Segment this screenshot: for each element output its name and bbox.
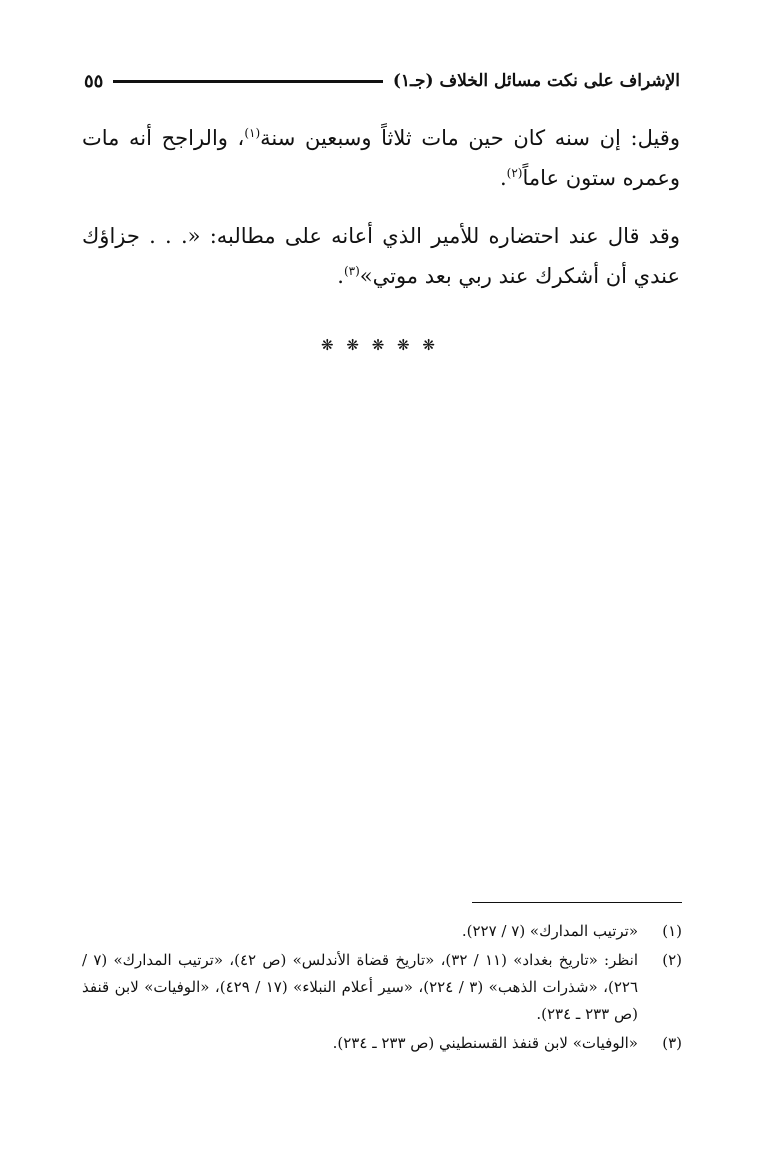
footnote-number: (١) — [662, 922, 682, 940]
footnote-text: «الوفيات» لابن قنفذ القسنطيني (ص ٢٣٣ ـ ٢٣٤). — [332, 1034, 638, 1052]
paragraph-2-end: . — [337, 264, 344, 288]
page-number: ٥٥ — [84, 70, 104, 92]
footnote-ref-1[interactable]: (١) — [244, 126, 261, 140]
footnote-text: انظر: «تاريخ بغداد» (١١ / ٣٢)، «تاريخ قضاة الأندلس» (ص ٤٢)، «ترتيب المدارك» (٧ / ٢٢٦)، «شذرات الذهب» (٣ / ٢٢٤)، «سير أعلام النبلاء» (١٧ / ٤٢٩)، «الوفيات» لابن قنفذ (ص ٢٣٣ ـ ٢٣٤). — [82, 951, 639, 1023]
paragraph-2 — [82, 216, 680, 296]
footnote — [82, 947, 682, 1028]
footnote-text: «ترتيب المدارك» (٧ / ٢٢٧). — [461, 922, 638, 940]
footnotes — [82, 918, 682, 1059]
running-title: الإشراف على نكت مسائل الخلاف (جـ١) — [392, 71, 680, 91]
footnote-rule — [472, 902, 682, 903]
footnote — [82, 918, 682, 945]
footnote — [82, 1030, 682, 1057]
paragraph-1-text: وقيل: إن سنه كان حين مات ثلاثاً وسبعين سنة — [260, 126, 680, 150]
paragraph-1 — [82, 118, 680, 198]
footnote-ref-3[interactable]: (٣) — [343, 264, 360, 278]
footnote-ref-2[interactable]: (٢) — [506, 166, 523, 180]
section-separator: ❋ ❋ ❋ ❋ ❋ — [321, 336, 439, 354]
page-header — [84, 66, 680, 96]
paragraph-2-text: وقد قال عند احتضاره للأمير الذي أعانه على مطالبه: «. . . جزاؤك عندي أن أشكرك عند ربي بعد موتي» — [82, 224, 680, 288]
footnote-number: (٣) — [662, 1034, 682, 1052]
paragraph-1-text-b: ، والراجح أنه مات وعمره ستون عاماً — [82, 126, 680, 190]
paragraph-1-end: . — [499, 166, 507, 190]
header-rule — [113, 80, 383, 83]
footnote-number: (٢) — [662, 951, 682, 969]
main-text — [82, 118, 680, 314]
